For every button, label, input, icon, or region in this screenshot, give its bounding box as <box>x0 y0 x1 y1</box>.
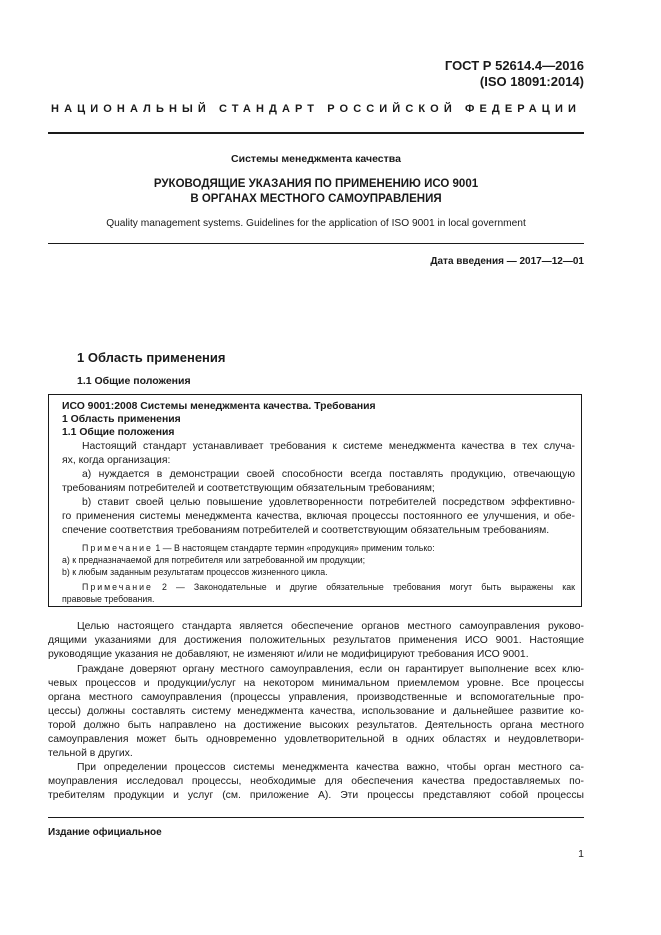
body-line: дящими указаниями для достижения положительных результатов применения ИСО 9001. Настоящие <box>48 635 584 646</box>
box-line: Настоящий стандарт устанавливает требования к системе менеджмента качества в тех случа- <box>82 441 575 452</box>
document-code <box>445 58 584 90</box>
note-2 <box>82 581 575 593</box>
box-line: спечение соответствия требованиям потребителей и соответствующим обязательным требованиям. <box>62 525 550 536</box>
box-line: а) нуждается в демонстрации своей способности всегда поставлять продукцию, отвечающую <box>82 469 575 480</box>
body-line: органа местного самоуправления (процессы управления, производственные и вспомогательные про- <box>48 692 584 703</box>
document-title <box>48 177 584 207</box>
box-line: ях, когда организация: <box>62 455 171 466</box>
header-divider <box>48 132 584 134</box>
box-title: ИСО 9001:2008 Системы менеджмента качества. Требования <box>62 401 376 412</box>
footer-divider <box>48 817 584 818</box>
body-line: Целью настоящего стандарта является обеспечение органов местного самоуправления руково- <box>77 621 584 632</box>
note-2-continuation: правовые требования. <box>62 594 155 604</box>
page-number: 1 <box>578 848 584 860</box>
note-2-label: Примечание <box>82 582 153 592</box>
section-heading: 1 Область применения <box>77 350 226 365</box>
note-2-text: 2 — Законодательные и другие обязательные требования могут быть выражены как <box>152 582 575 592</box>
body-line: При определении процессов системы менеджмента качества важно, чтобы орган местного са- <box>77 762 584 773</box>
box-line: го применения системы менеджмента качества, включая процессы постоянного ее улучшения, и обе- <box>62 511 575 522</box>
iso-number: (ISO 18091:2014) <box>479 74 584 89</box>
note-1-item-b: b) к любым заданным результатам процессов жизненного цикла. <box>62 567 328 577</box>
body-line: тельной в других. <box>48 748 133 759</box>
body-line: самоуправления может быть одновременно удовлетворительной в одних областях и неудовлетвори- <box>48 734 584 745</box>
note-1-text: 1 — В настоящем стандарте термин «продукция» применим только: <box>152 543 435 553</box>
body-line: чевых процессов и продукции/услуг на некотором минимальном приемлемом уровне. Все процессы <box>48 678 584 689</box>
english-title: Quality management systems. Guidelines for the application of ISO 9001 in local government <box>106 218 526 229</box>
body-line: Граждане доверяют органу местного самоуправления, если он гарантирует выполнение всех клю- <box>77 664 584 675</box>
box-section: 1 Область применения <box>62 414 181 425</box>
body-line: руководящие указания не добавляют, не изменяют и/или не модифицируют требования ИСО 9001. <box>48 649 529 660</box>
document-subtitle: Системы менеджмента качества <box>231 153 401 165</box>
body-line: торой должно быть направлено на достижение высоких результатов. Деятельность органа местного <box>48 720 584 731</box>
box-line: требованиям потребителей и соответствующим обязательным требованиям; <box>62 483 435 494</box>
title-line-1: РУКОВОДЯЩИЕ УКАЗАНИЯ ПО ПРИМЕНЕНИЮ ИСО 9001 <box>153 178 479 190</box>
body-line: моуправления исследовал процессы, необходимые для обеспечения качества предоставляемых по- <box>48 776 584 787</box>
introduction-date: Дата введения — 2017—12—01 <box>430 256 584 267</box>
note-1-label: Примечание <box>82 543 153 553</box>
box-subsection: 1.1 Общие положения <box>62 427 175 438</box>
box-line: b) ставит своей целью повышение удовлетворенности потребителей посредством эффективно- <box>82 497 575 508</box>
body-line: требителям продукции и услуг (см. приложение А). Эти процессы представляют собой процессы <box>48 790 584 801</box>
title-line-2: В ОРГАНАХ МЕСТНОГО САМОУПРАВЛЕНИЯ <box>190 193 442 205</box>
national-standard-banner: НАЦИОНАЛЬНЫЙ СТАНДАРТ РОССИЙСКОЙ ФЕДЕРАЦИИ <box>51 103 581 115</box>
gost-number: ГОСТ Р 52614.4—2016 <box>444 58 584 73</box>
title-divider <box>48 243 584 244</box>
edition-label: Издание официальное <box>48 827 162 838</box>
subsection-heading: 1.1 Общие положения <box>77 375 191 387</box>
note-1 <box>82 542 575 554</box>
note-1-item-a: а) к предназначаемой для потребителя или затребованной им продукции; <box>62 555 366 565</box>
body-line: цессы) должны составлять систему менеджмента качества, использование и дальнейшее развитие ко- <box>48 706 584 717</box>
